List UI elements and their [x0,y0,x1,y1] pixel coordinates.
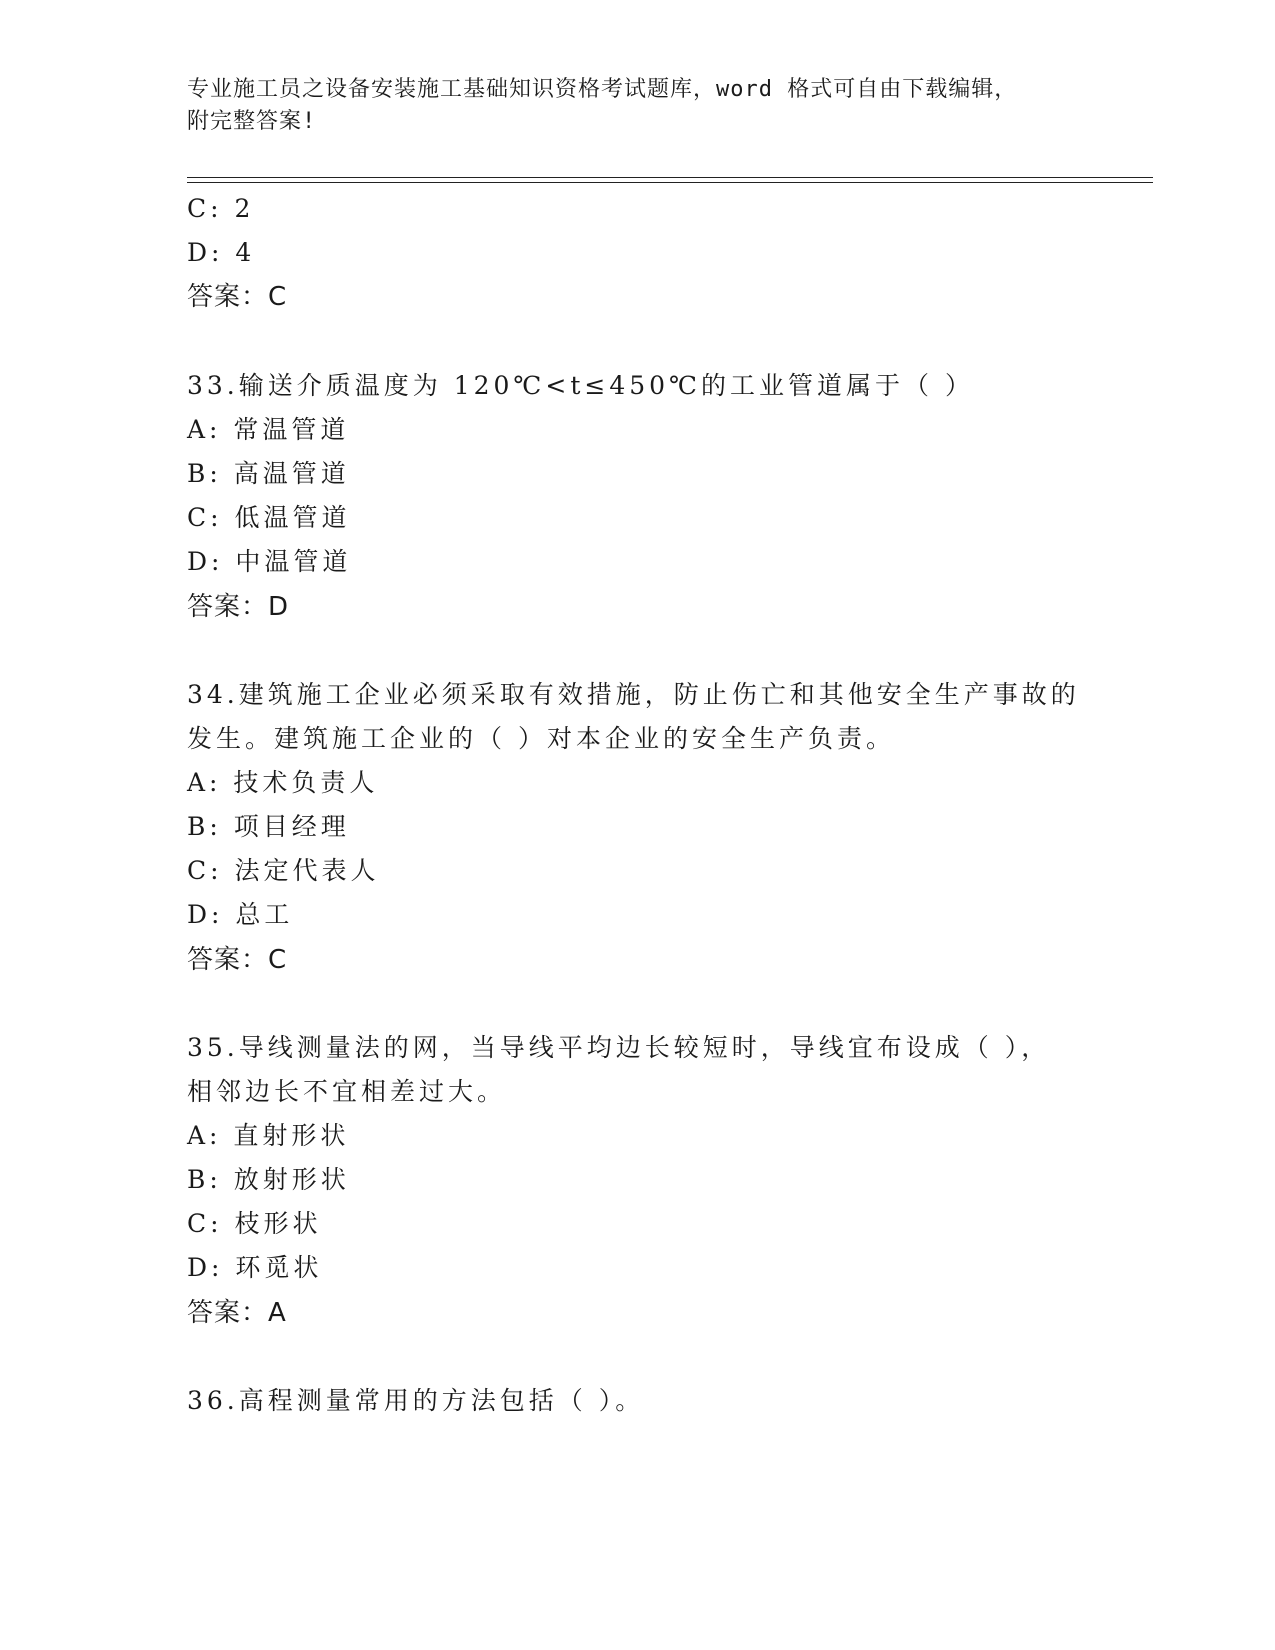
header-divider-top [187,177,1153,178]
question-34-text-line-1: 34.建筑施工企业必须采取有效措施，防止伤亡和其他安全生产事故的 [187,680,1080,709]
question-33-option-b: B: 高温管道 [187,459,350,488]
question-34-text-line-2: 发生。建筑施工企业的（ ）对本企业的安全生产负责。 [187,724,895,753]
header-divider-bottom [187,182,1153,183]
header-line-2: 附完整答案! [187,109,317,134]
question-33-answer: 答案：D [187,592,290,622]
question-34-answer: 答案：C [187,945,288,975]
question-34-option-a: A: 技术负责人 [187,768,379,797]
question-33-option-d: D: 中温管道 [187,547,352,576]
question-34-option-b: B: 项目经理 [187,812,350,841]
question-33-option-c: C: 低温管道 [187,503,351,532]
question-35-option-a: A: 直射形状 [187,1121,350,1150]
question-35-option-b: B: 放射形状 [187,1165,350,1194]
question-34-option-c: C: 法定代表人 [187,856,380,885]
question-35-text-line-2: 相邻边长不宜相差过大。 [187,1077,507,1106]
prev-option-c: C: 2 [187,194,255,223]
header-line-1: 专业施工员之设备安装施工基础知识资格考试题库，word 格式可自由下载编辑， [187,77,1018,102]
question-33-option-a: A: 常温管道 [187,415,350,444]
question-34-option-d: D: 总工 [187,900,294,929]
question-35-option-d: D: 环觅状 [187,1253,323,1282]
question-35-option-c: C: 枝形状 [187,1209,322,1238]
question-36-text: 36.高程测量常用的方法包括（ ）。 [187,1386,645,1415]
document-header [187,74,1067,138]
question-33-text: 33.输送介质温度为 120℃<t≤450℃的工业管道属于（ ） [187,371,974,400]
prev-answer: 答案：C [187,282,288,312]
question-35-text-line-1: 35.导线测量法的网，当导线平均边长较短时，导线宜布设成（ ）， [187,1033,1051,1062]
question-35-answer: 答案：A [187,1298,287,1328]
prev-option-d: D: 4 [187,238,256,267]
